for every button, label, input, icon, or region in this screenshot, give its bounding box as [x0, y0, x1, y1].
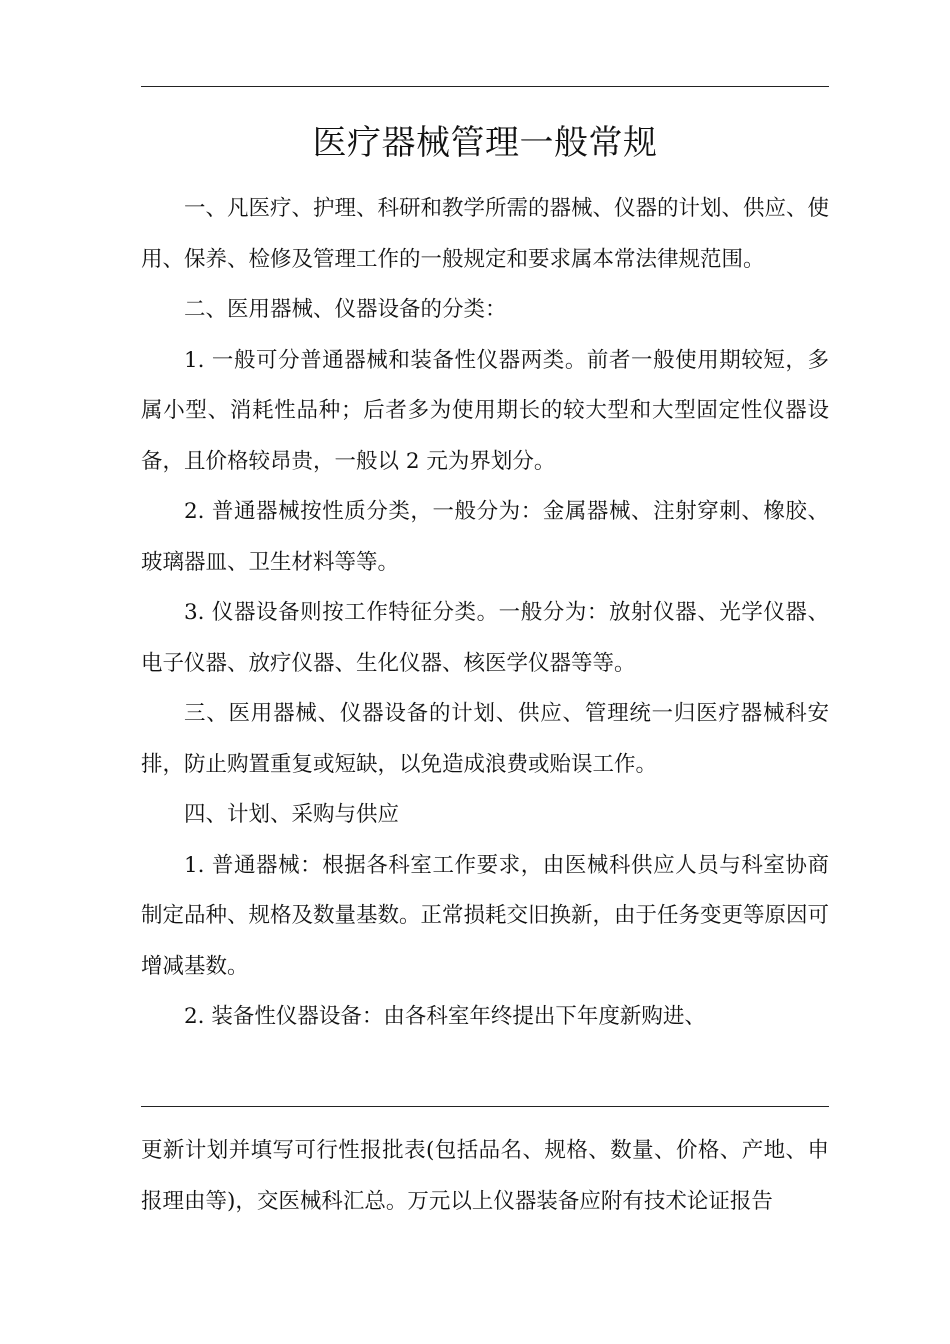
page-break-rule: [141, 1106, 829, 1107]
paragraph-classification-3: 3. 仪器设备则按工作特征分类。一般分为：放射仪器、光学仪器、电子仪器、放疗仪器、生化仪器、核医学仪器等等。: [141, 600, 829, 676]
paragraph-classification-heading: 二、医用器械、仪器设备的分类：: [184, 297, 507, 322]
paragraph-procurement-2: 2. 装备性仪器设备：由各科室年终提出下年度新购进、: [184, 1004, 706, 1029]
paragraph-classification-2: 2. 普通器械按性质分类，一般分为：金属器械、注射穿刺、橡胶、玻璃器皿、卫生材料等等。: [141, 499, 829, 575]
document-title: 医疗器械管理一般常规: [312, 123, 658, 163]
paragraph-procurement-heading: 四、计划、采购与供应: [184, 802, 400, 827]
header-rule: [141, 86, 829, 87]
document-continuation: [141, 1126, 829, 1227]
paragraph-classification-1: 1. 一般可分普通器械和装备性仪器两类。前者一般使用期较短，多属小型、消耗性品种；后者多为使用期长的较大型和大型固定性仪器设备，且价格较昂贵，一般以 2 元为界划分。: [141, 347, 829, 474]
paragraph-scope: 一、凡医疗、护理、科研和教学所需的器械、仪器的计划、供应、使用、保养、检修及管理工作的一般规定和要求属本常法律规范围。: [141, 196, 830, 272]
paragraph-procurement-1: 1. 普通器械：根据各科室工作要求，由医械科供应人员与科室协商制定品种、规格及数量基数。正常损耗交旧换新，由于任务变更等原因可增减基数。: [141, 852, 830, 979]
paragraph-management: 三、医用器械、仪器设备的计划、供应、管理统一归医疗器械科安排，防止购置重复或短缺，以免造成浪费或贻误工作。: [141, 701, 829, 777]
document-body: [141, 184, 829, 1043]
paragraph-continuation: 更新计划并填写可行性报批表(包括品名、规格、数量、价格、产地、申报理由等)，交医械科汇总。万元以上仪器装备应附有技术论证报告: [141, 1138, 829, 1214]
